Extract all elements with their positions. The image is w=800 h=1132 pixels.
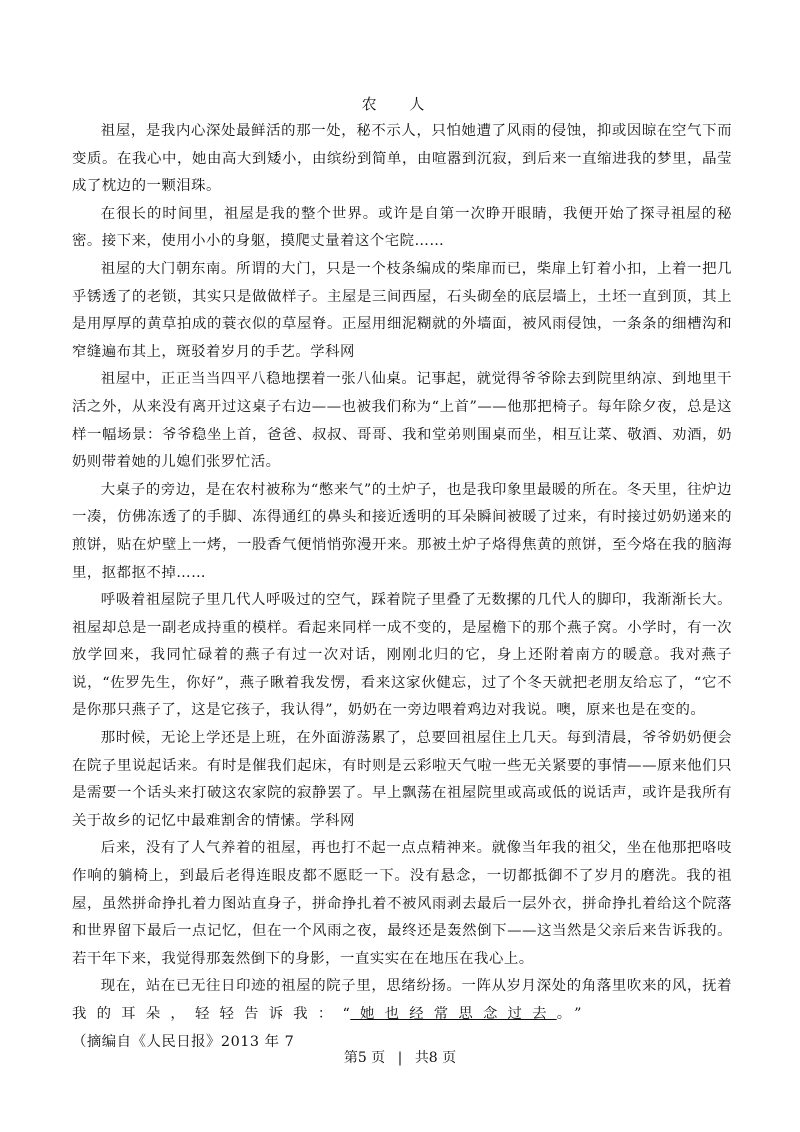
paragraph: 在很长的时间里，祖屋是我的整个世界。或许是自第一次睁开眼睛，我便开始了探寻祖屋的秘密。接下来，使用小小的身躯，摸爬丈量着这个宅院…… [72,205,732,250]
paragraph: 祖屋中，正正当当四平八稳地摆着一张八仙桌。记事起，就觉得爷爷除去到院里纳凉、到地里干活之外，从来没有离开过这桌子右边——也被我们称为“上首”——他那把椅子。每年除夕夜，总是这样一幅场景：爷爷稳坐上首，爸爸、叔叔、哥哥、我和堂弟则围桌而坐，相互让菜、敬酒、劝酒，奶奶则带着她的儿媳们张罗忙活。 [72,371,732,471]
page-footer [0,1048,800,1068]
page-total: 共8 页 [414,1050,457,1066]
paragraph: 大桌子的旁边，是在农村被称为“憋来气”的土炉子，也是我印象里最暖的所在。冬天里，往炉边一凑，仿佛冻透了的手脚、冻得通红的鼻头和接近透明的耳朵瞬间被暖了过来，有时接过奶奶递来的煎饼，贴在炉壁上一烤，一股香气便悄悄弥漫开来。那被土炉子烙得焦黄的煎饼，至今烙在我的脑海里，抠都抠不掉…… [72,481,732,581]
paragraph: 那时候，无论上学还是上班，在外面游荡累了，总要回祖屋住上几天。每到清晨，爷爷奶奶便会在院子里说起话来。有时是催我们起床，有时则是云彩啦天气啦一些无关紧要的事情——原来他们只是需要一个话头来打破这农家院的寂静罢了。早上飘荡在祖屋院里或高或低的说话声，或许是我所有关于故乡的记忆中最难割舍的情愫。学科网 [72,730,732,829]
paragraph: 祖屋，是我内心深处最鲜活的那一处，秘不示人，只怕她遭了风雨的侵蚀，抑或因晾在空气下而变质。在我心中，她由高大到矮小，由缤纷到简单，由喧嚣到沉寂，到后来一直缩进我的梦里，晶莹成了枕边的一颗泪珠。 [72,123,732,195]
paragraph: 呼吸着祖屋院子里几代人呼吸过的空气，踩着院子里叠了无数摞的几代人的脚印，我渐渐长大。祖屋却总是一副老成持重的模样。看起来同样一成不变的，是屋檐下的那个燕子窝。小学时，有一次放学回来，我同忙碌着的燕子有过一次对话，刚刚北归的它，身上还附着南方的暖意。我对燕子说，“佐罗先生，你好”，燕子瞅着我发愣，看来这家伙健忘，过了个冬天就把老朋友给忘了，“它不是你那只燕子了，这是它孩子，我认得”，奶奶在一旁边喂着鸡边对我说。噢，原来也是在变的。 [72,592,732,719]
last-paragraph-text: 现在，站在已无往日印迹的祖屋的院子里，思绪纷扬。一阵从岁月深处的角落里吹来的风，抚着我的耳朵，轻轻告诉我：“ [72,978,732,1022]
article-title: 农 人 [361,95,439,113]
source-citation: （摘编自《人民日报》2013 年 7 [72,1033,295,1050]
paragraph: 后来，没有了人气养着的祖屋，再也打不起一点点精神来。就像当年我的祖父，坐在他那把咯吱作响的躺椅上，到最后老得连眼皮都不愿眨一下。没有悬念，一切都抵御不了岁月的磨洗。我的祖屋，虽然拼命挣扎着力图站直身子，拼命挣扎着不被风雨剥去最后一层外衣，拼命挣扎着给这个院落和世界留下最后一点记忆，但在一个风雨之夜，最终还是轰然倒下——这当然是父亲后来告诉我的。若干年下来，我觉得那轰然倒下的身影，一直实实在在地压在我心上。 [72,840,732,967]
footer-separator: | [397,1050,403,1066]
quote-end: 。” [556,1006,582,1022]
underlined-quote: 她也经常思念过去 [350,1006,557,1022]
article-body [72,118,732,1056]
paragraph: 祖屋的大门朝东南。所谓的大门，只是一个枝条编成的柴扉而已，柴扉上钉着小扣，上着一把几乎锈透了的老锁，其实只是做做样子。主屋是三间西屋，石头砌垒的底层墙上，土坯一直到顶，其上是用厚厚的黄草拍成的蓑衣似的草屋脊。正屋用细泥糊就的外墙面，被风雨侵蚀，一条条的细槽沟和窄缝遍布其上，斑驳着岁月的手艺。学科网 [72,260,732,360]
page-number: 第5 页 [343,1050,386,1066]
paragraph-last [72,973,732,1056]
